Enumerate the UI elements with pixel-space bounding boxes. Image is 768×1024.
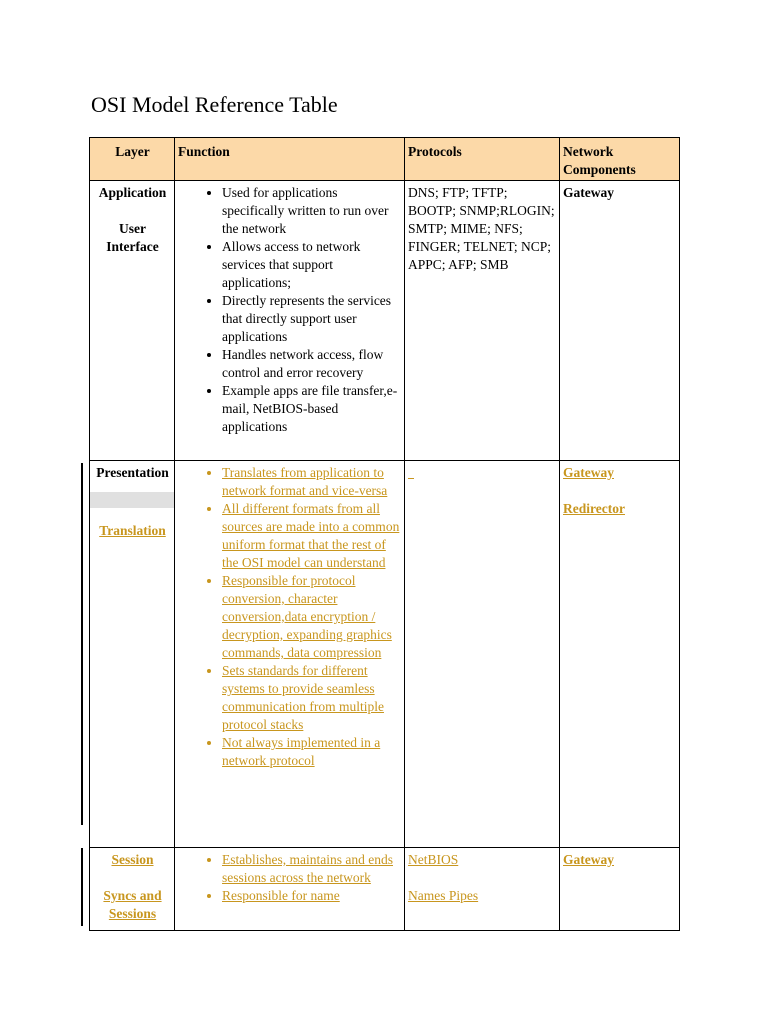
layer-sublayer-link[interactable]: Syncs and Sessions xyxy=(103,888,162,921)
component-gateway: Gateway xyxy=(563,185,614,200)
header-layer: Layer xyxy=(90,138,175,181)
components-cell xyxy=(560,848,680,931)
list-item: • Used for applications specifically written to run over the network xyxy=(222,184,402,238)
layer-cell xyxy=(90,461,175,848)
list-item: • Example apps are file transfer,e-mail, NetBIOS-based applications xyxy=(222,382,402,436)
margin-change-bar xyxy=(81,463,83,825)
list-item: • Allows access to network services that support applications; xyxy=(222,238,402,292)
components-cell xyxy=(560,461,680,848)
layer-name-link[interactable]: Session xyxy=(111,852,154,867)
function-list xyxy=(178,464,402,770)
layer-cell xyxy=(90,181,175,461)
list-item[interactable]: • All different formats from all sources are made into a common uniform format that the rest of the OSI model can understand xyxy=(222,500,402,572)
layer-sublayer-link[interactable]: Translation xyxy=(99,523,166,538)
table-row xyxy=(90,848,680,931)
protocol-named-pipes-link[interactable]: Names Pipes xyxy=(408,888,479,903)
empty-link[interactable] xyxy=(408,464,414,479)
table-header-row xyxy=(90,138,680,181)
list-item: • Directly represents the services that directly support user applications xyxy=(222,292,402,346)
list-item[interactable]: • Responsible for name xyxy=(222,887,402,905)
highlight-bar xyxy=(90,492,174,508)
function-list xyxy=(178,851,402,905)
protocols-cell xyxy=(405,461,560,848)
function-list xyxy=(178,184,402,436)
function-cell xyxy=(175,461,405,848)
protocols-cell xyxy=(405,848,560,931)
list-item[interactable]: • Translates from application to network format and vice-versa xyxy=(222,464,402,500)
list-item: • Handles network access, flow control and error recovery xyxy=(222,346,402,382)
components-cell xyxy=(560,181,680,461)
margin-change-bar xyxy=(81,848,83,926)
header-function: Function xyxy=(175,138,405,181)
layer-sublayer: User Interface xyxy=(106,221,159,254)
list-item[interactable]: • Sets standards for different systems to provide seamless communication from multiple protocol stacks xyxy=(222,662,402,734)
header-protocols: Protocols xyxy=(405,138,560,181)
component-gateway-link[interactable]: Gateway xyxy=(563,465,614,480)
layer-name: Application xyxy=(98,185,167,200)
function-cell xyxy=(175,848,405,931)
table-row xyxy=(90,181,680,461)
function-cell xyxy=(175,181,405,461)
document-title: OSI Model Reference Table xyxy=(91,92,338,117)
layer-cell xyxy=(90,848,175,931)
component-gateway-link[interactable]: Gateway xyxy=(563,852,614,867)
list-item[interactable]: • Establishes, maintains and ends sessions across the network xyxy=(222,851,402,887)
list-item[interactable]: • Not always implemented in a network protocol xyxy=(222,734,402,770)
protocol-netbios-link[interactable]: NetBIOS xyxy=(408,852,459,867)
protocols-cell: DNS; FTP; TFTP; BOOTP; SNMP;RLOGIN; SMTP; MIME; NFS; FINGER; TELNET; NCP; APPC; AFP; SMB xyxy=(405,181,560,461)
layer-name: Presentation xyxy=(96,465,169,480)
osi-reference-table xyxy=(89,137,680,931)
list-item[interactable]: • Responsible for protocol conversion, character conversion,data encryption / decryption, expanding graphics commands, data compression xyxy=(222,572,402,662)
component-redirector-link[interactable]: Redirector xyxy=(563,501,625,516)
header-network-components: Network Components xyxy=(560,138,680,181)
table-row xyxy=(90,461,680,848)
